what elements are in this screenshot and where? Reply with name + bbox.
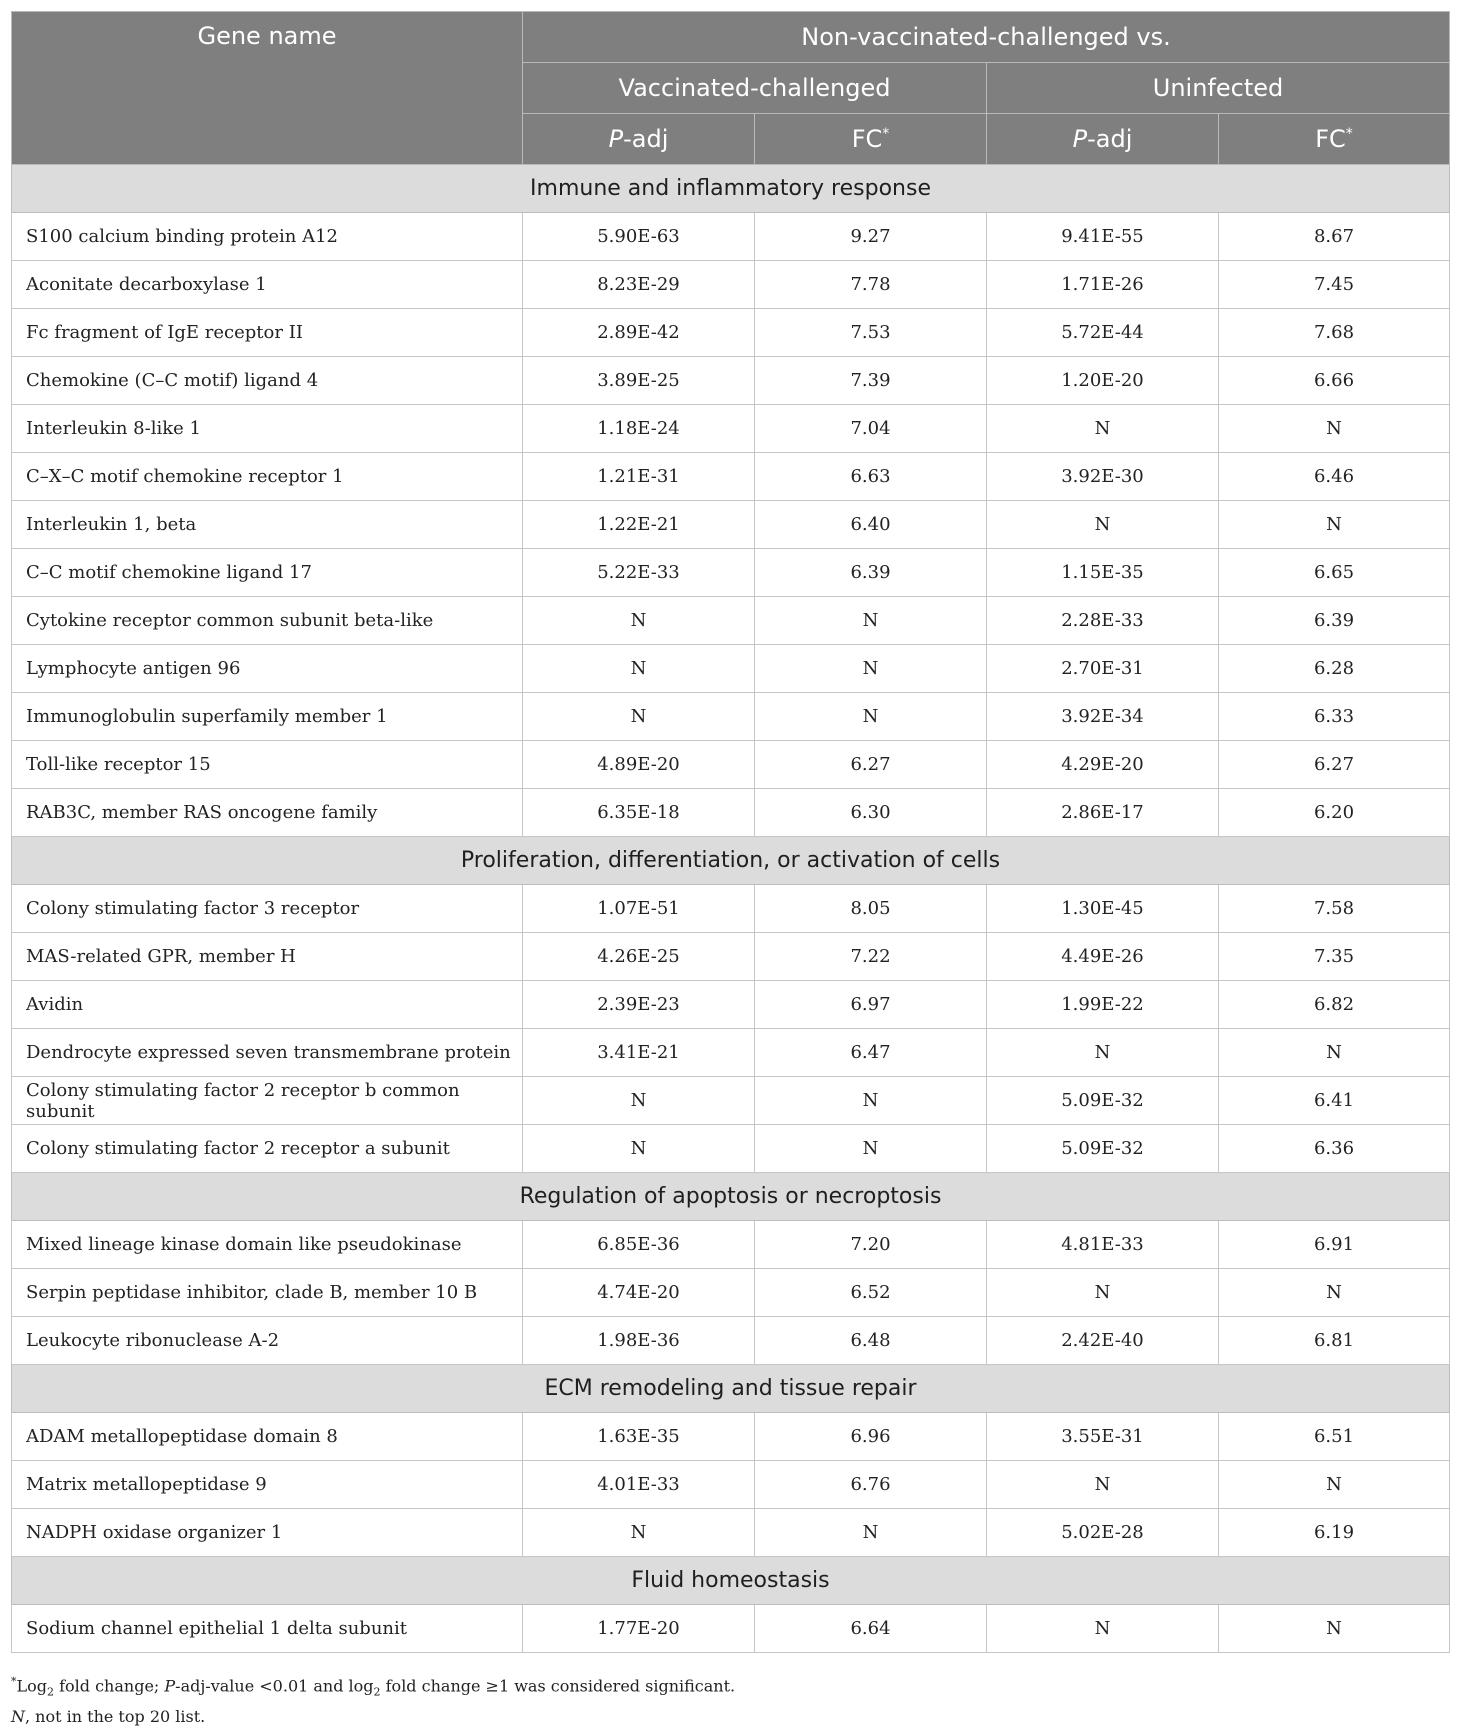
padj-vaccinated-cell: 5.22E-33: [523, 549, 755, 597]
padj-uninfected-cell: 2.28E-33: [987, 597, 1219, 645]
padj-uninfected-cell: N: [987, 1029, 1219, 1077]
fc-uninfected-cell: 6.51: [1219, 1413, 1450, 1461]
gene-name-cell: Sodium channel epithelial 1 delta subunit: [12, 1605, 523, 1653]
fc-vaccinated-cell: 6.76: [755, 1461, 987, 1509]
gene-name-cell: Dendrocyte expressed seven transmembrane protein: [12, 1029, 523, 1077]
gene-name-cell: Interleukin 1, beta: [12, 501, 523, 549]
table-row: [12, 213, 1450, 261]
gene-name-cell: Aconitate decarboxylase 1: [12, 261, 523, 309]
fc-uninfected-cell: N: [1219, 1029, 1450, 1077]
fc-vaccinated-cell: N: [755, 693, 987, 741]
padj-vaccinated-cell: 5.90E-63: [523, 213, 755, 261]
footnotes: [11, 1670, 735, 1729]
fc-uninfected-cell: N: [1219, 1269, 1450, 1317]
padj-uninfected-cell: 3.55E-31: [987, 1413, 1219, 1461]
gene-name-cell: RAB3C, member RAS oncogene family: [12, 789, 523, 837]
padj-vaccinated-cell: 6.85E-36: [523, 1221, 755, 1269]
padj-uninfected-cell: 2.70E-31: [987, 645, 1219, 693]
section-title: Fluid homeostasis: [12, 1557, 1450, 1605]
gene-name-cell: C–C motif chemokine ligand 17: [12, 549, 523, 597]
fc-vaccinated-cell: N: [755, 1509, 987, 1557]
padj-uninfected-cell: N: [987, 405, 1219, 453]
padj-vaccinated-cell: 1.22E-21: [523, 501, 755, 549]
padj-uninfected-cell: 2.42E-40: [987, 1317, 1219, 1365]
padj-uninfected-cell: N: [987, 501, 1219, 549]
padj-vaccinated-cell: 1.07E-51: [523, 885, 755, 933]
padj-vaccinated-cell: 1.63E-35: [523, 1413, 755, 1461]
padj-uninfected-cell: 1.30E-45: [987, 885, 1219, 933]
fc-uninfected-cell: 8.67: [1219, 213, 1450, 261]
fc-uninfected-cell: 6.65: [1219, 549, 1450, 597]
fc-vaccinated-cell: N: [755, 1125, 987, 1173]
footnote-2: N, not in the top 20 list.: [11, 1706, 206, 1726]
gene-name-cell: Mixed lineage kinase domain like pseudokinase: [12, 1221, 523, 1269]
fc-uninfected-cell: 7.35: [1219, 933, 1450, 981]
gene-name-cell: Toll-like receptor 15: [12, 741, 523, 789]
fc-header-group2: FC*: [1219, 114, 1450, 165]
table-row: [12, 1125, 1450, 1173]
table-row: [12, 645, 1450, 693]
padj-vaccinated-cell: 2.89E-42: [523, 309, 755, 357]
section-header-row: [12, 1557, 1450, 1605]
padj-uninfected-cell: N: [987, 1605, 1219, 1653]
fc-vaccinated-cell: 7.22: [755, 933, 987, 981]
table-row: [12, 981, 1450, 1029]
padj-uninfected-cell: N: [987, 1461, 1219, 1509]
fc-uninfected-cell: 7.58: [1219, 885, 1450, 933]
fc-vaccinated-cell: 6.39: [755, 549, 987, 597]
padj-vaccinated-cell: N: [523, 693, 755, 741]
fc-vaccinated-cell: 7.20: [755, 1221, 987, 1269]
fc-vaccinated-cell: 6.30: [755, 789, 987, 837]
table-row: [12, 1269, 1450, 1317]
table-row: [12, 405, 1450, 453]
fc-uninfected-cell: 6.19: [1219, 1509, 1450, 1557]
padj-uninfected-cell: 4.49E-26: [987, 933, 1219, 981]
padj-uninfected-cell: 3.92E-34: [987, 693, 1219, 741]
padj-vaccinated-cell: 1.21E-31: [523, 453, 755, 501]
section-title: Regulation of apoptosis or necroptosis: [12, 1173, 1450, 1221]
section-title: Immune and inflammatory response: [12, 165, 1450, 213]
group2-header: Uninfected: [987, 63, 1450, 114]
table-container: [11, 11, 1449, 1653]
fc-vaccinated-cell: N: [755, 1077, 987, 1125]
fc-vaccinated-cell: 9.27: [755, 213, 987, 261]
gene-name-cell: Serpin peptidase inhibitor, clade B, member 10 B: [12, 1269, 523, 1317]
gene-name-cell: Chemokine (C–C motif) ligand 4: [12, 357, 523, 405]
gene-name-cell: NADPH oxidase organizer 1: [12, 1509, 523, 1557]
table-row: [12, 549, 1450, 597]
table-row: [12, 693, 1450, 741]
padj-vaccinated-cell: 3.89E-25: [523, 357, 755, 405]
gene-name-cell: Leukocyte ribonuclease A-2: [12, 1317, 523, 1365]
fc-vaccinated-cell: 6.27: [755, 741, 987, 789]
fc-uninfected-cell: 6.41: [1219, 1077, 1450, 1125]
padj-header-group1: P-adj: [523, 114, 755, 165]
table-row: [12, 1605, 1450, 1653]
footnote-1: *Log$_2$ fold change; P-adj-value <0.01 and $\log_2$ fold change ≥1 was considered significant.: [11, 1675, 736, 1699]
fc-vaccinated-cell: 6.47: [755, 1029, 987, 1077]
padj-vaccinated-cell: N: [523, 1077, 755, 1125]
padj-uninfected-cell: 5.09E-32: [987, 1125, 1219, 1173]
section-header-row: [12, 1365, 1450, 1413]
padj-uninfected-cell: 4.29E-20: [987, 741, 1219, 789]
table-row: [12, 597, 1450, 645]
fc-uninfected-cell: 6.82: [1219, 981, 1450, 1029]
gene-name-cell: S100 calcium binding protein A12: [12, 213, 523, 261]
fc-uninfected-cell: 6.81: [1219, 1317, 1450, 1365]
fc-vaccinated-cell: 7.04: [755, 405, 987, 453]
fc-uninfected-cell: 6.66: [1219, 357, 1450, 405]
table-row: [12, 1077, 1450, 1125]
gene-expression-table: [11, 11, 1450, 1653]
fc-uninfected-cell: 6.33: [1219, 693, 1450, 741]
gene-name-cell: Matrix metallopeptidase 9: [12, 1461, 523, 1509]
gene-name-cell: ADAM metallopeptidase domain 8: [12, 1413, 523, 1461]
fc-uninfected-cell: 6.20: [1219, 789, 1450, 837]
padj-vaccinated-cell: N: [523, 1509, 755, 1557]
table-row: [12, 1509, 1450, 1557]
fc-vaccinated-cell: 6.63: [755, 453, 987, 501]
fc-uninfected-cell: 7.68: [1219, 309, 1450, 357]
table-body: [12, 165, 1450, 1653]
fc-vaccinated-cell: 8.05: [755, 885, 987, 933]
table-row: [12, 1413, 1450, 1461]
table-row: [12, 1317, 1450, 1365]
gene-name-cell: C–X–C motif chemokine receptor 1: [12, 453, 523, 501]
gene-name-cell: MAS-related GPR, member H: [12, 933, 523, 981]
padj-vaccinated-cell: N: [523, 597, 755, 645]
padj-uninfected-cell: 5.02E-28: [987, 1509, 1219, 1557]
padj-vaccinated-cell: 1.18E-24: [523, 405, 755, 453]
padj-vaccinated-cell: 2.39E-23: [523, 981, 755, 1029]
padj-uninfected-cell: 5.09E-32: [987, 1077, 1219, 1125]
padj-vaccinated-cell: 8.23E-29: [523, 261, 755, 309]
table-row: [12, 309, 1450, 357]
padj-uninfected-cell: 1.15E-35: [987, 549, 1219, 597]
table-header: [12, 12, 1450, 165]
fc-vaccinated-cell: 6.96: [755, 1413, 987, 1461]
table-row: [12, 885, 1450, 933]
fc-vaccinated-cell: N: [755, 597, 987, 645]
fc-uninfected-cell: 6.46: [1219, 453, 1450, 501]
fc-uninfected-cell: 7.45: [1219, 261, 1450, 309]
fc-vaccinated-cell: 6.97: [755, 981, 987, 1029]
gene-name-cell: Avidin: [12, 981, 523, 1029]
fc-header-group1: FC*: [755, 114, 987, 165]
fc-uninfected-cell: N: [1219, 1461, 1450, 1509]
padj-vaccinated-cell: 1.77E-20: [523, 1605, 755, 1653]
gene-name-cell: Cytokine receptor common subunit beta-like: [12, 597, 523, 645]
padj-uninfected-cell: 4.81E-33: [987, 1221, 1219, 1269]
padj-vaccinated-cell: N: [523, 1125, 755, 1173]
gene-name-cell: Colony stimulating factor 2 receptor a subunit: [12, 1125, 523, 1173]
fc-uninfected-cell: 6.28: [1219, 645, 1450, 693]
padj-vaccinated-cell: 4.89E-20: [523, 741, 755, 789]
table-row: [12, 1461, 1450, 1509]
gene-name-cell: Colony stimulating factor 3 receptor: [12, 885, 523, 933]
section-title: ECM remodeling and tissue repair: [12, 1365, 1450, 1413]
padj-uninfected-cell: 2.86E-17: [987, 789, 1219, 837]
fc-vaccinated-cell: 6.52: [755, 1269, 987, 1317]
padj-vaccinated-cell: 6.35E-18: [523, 789, 755, 837]
gene-name-cell: Immunoglobulin superfamily member 1: [12, 693, 523, 741]
padj-uninfected-cell: 3.92E-30: [987, 453, 1219, 501]
fc-vaccinated-cell: N: [755, 645, 987, 693]
fc-uninfected-cell: N: [1219, 501, 1450, 549]
gene-name-cell: Lymphocyte antigen 96: [12, 645, 523, 693]
table-row: [12, 453, 1450, 501]
padj-uninfected-cell: 9.41E-55: [987, 213, 1219, 261]
section-title: Proliferation, differentiation, or activation of cells: [12, 837, 1450, 885]
group1-header: Vaccinated-challenged: [523, 63, 987, 114]
comparison-header: Non-vaccinated-challenged vs.: [523, 12, 1450, 63]
padj-vaccinated-cell: 4.74E-20: [523, 1269, 755, 1317]
padj-vaccinated-cell: 4.01E-33: [523, 1461, 755, 1509]
fc-uninfected-cell: 6.39: [1219, 597, 1450, 645]
padj-vaccinated-cell: 3.41E-21: [523, 1029, 755, 1077]
padj-uninfected-cell: 1.99E-22: [987, 981, 1219, 1029]
table-row: [12, 789, 1450, 837]
padj-header-group2: P-adj: [987, 114, 1219, 165]
gene-name-cell: Colony stimulating factor 2 receptor b common subunit: [12, 1077, 523, 1125]
fc-vaccinated-cell: 7.53: [755, 309, 987, 357]
fc-uninfected-cell: N: [1219, 1605, 1450, 1653]
section-header-row: [12, 165, 1450, 213]
fc-vaccinated-cell: 6.64: [755, 1605, 987, 1653]
gene-name-header: Gene name: [12, 12, 523, 165]
fc-vaccinated-cell: 6.40: [755, 501, 987, 549]
section-header-row: [12, 837, 1450, 885]
fc-vaccinated-cell: 7.39: [755, 357, 987, 405]
gene-name-cell: Interleukin 8-like 1: [12, 405, 523, 453]
fc-uninfected-cell: 6.36: [1219, 1125, 1450, 1173]
table-row: [12, 1029, 1450, 1077]
table-row: [12, 933, 1450, 981]
gene-name-cell: Fc fragment of IgE receptor II: [12, 309, 523, 357]
padj-vaccinated-cell: 1.98E-36: [523, 1317, 755, 1365]
table-row: [12, 1221, 1450, 1269]
table-row: [12, 501, 1450, 549]
fc-vaccinated-cell: 6.48: [755, 1317, 987, 1365]
padj-vaccinated-cell: 4.26E-25: [523, 933, 755, 981]
padj-uninfected-cell: 1.71E-26: [987, 261, 1219, 309]
fc-uninfected-cell: N: [1219, 405, 1450, 453]
fc-uninfected-cell: 6.27: [1219, 741, 1450, 789]
table-row: [12, 357, 1450, 405]
padj-uninfected-cell: N: [987, 1269, 1219, 1317]
padj-uninfected-cell: 5.72E-44: [987, 309, 1219, 357]
padj-uninfected-cell: 1.20E-20: [987, 357, 1219, 405]
table-row: [12, 741, 1450, 789]
fc-vaccinated-cell: 7.78: [755, 261, 987, 309]
padj-vaccinated-cell: N: [523, 645, 755, 693]
table-row: [12, 261, 1450, 309]
fc-uninfected-cell: 6.91: [1219, 1221, 1450, 1269]
section-header-row: [12, 1173, 1450, 1221]
